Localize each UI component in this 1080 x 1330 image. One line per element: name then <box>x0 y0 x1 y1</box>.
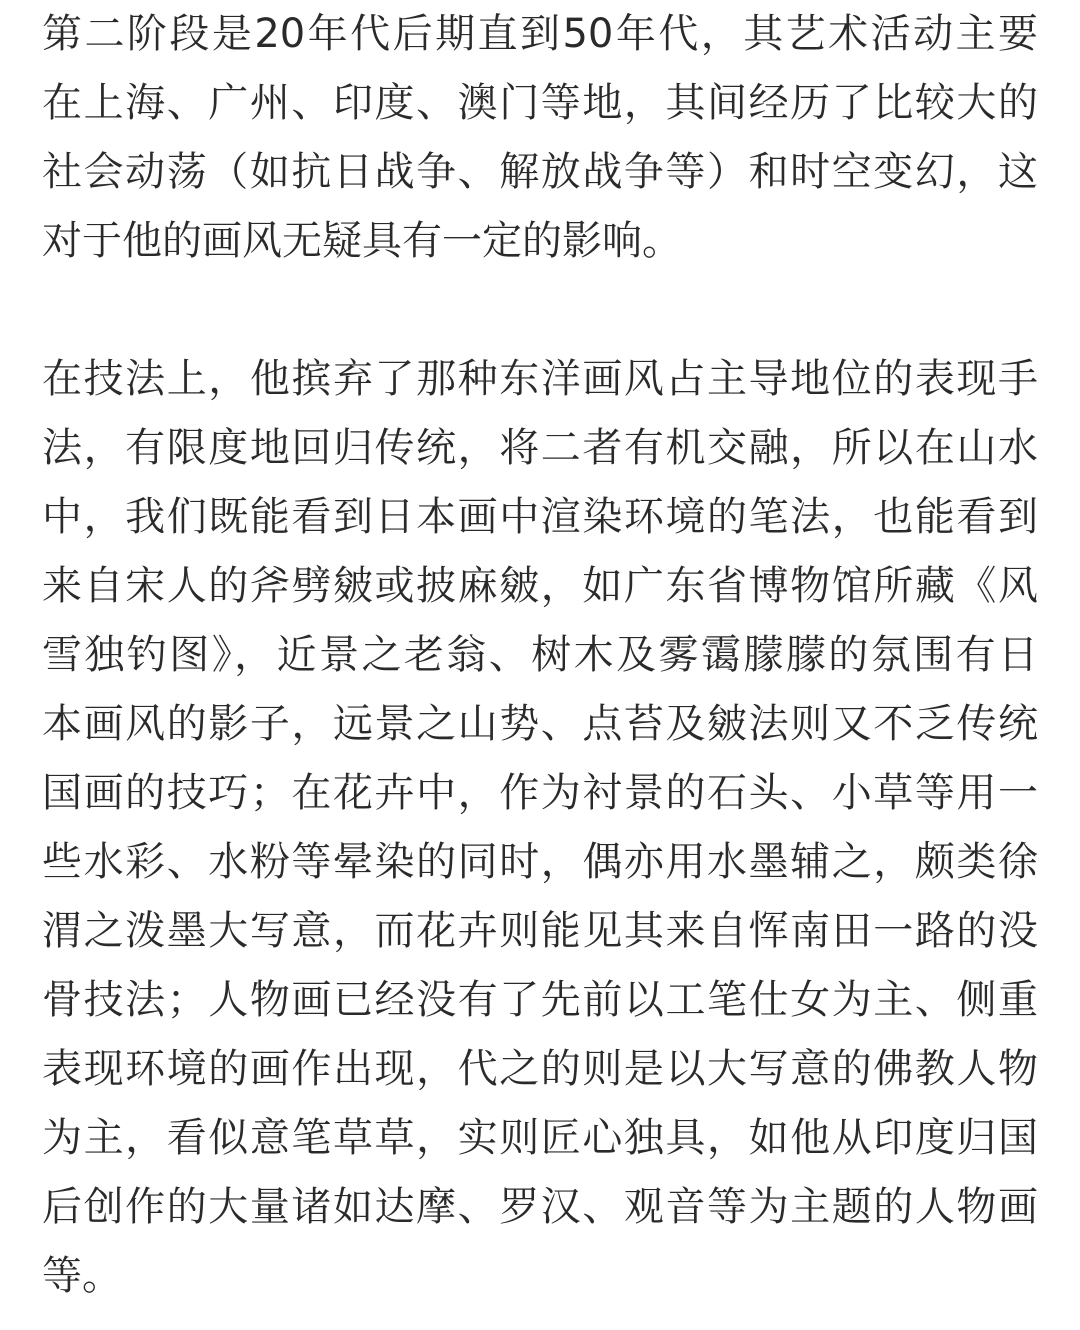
text-line: 社会动荡（如抗日战争、解放战争等）和时空变幻，这 <box>42 149 1038 195</box>
text-line: 中，我们既能看到日本画中渲染环境的笔法，也能看到 <box>42 494 1038 540</box>
text-line: 表现环境的画作出现，代之的则是以大写意的佛教人物 <box>42 1046 1038 1092</box>
paragraph-2 <box>42 345 1038 1311</box>
text-line: 些水彩、水粉等晕染的同时，偶亦用水墨辅之，颇类徐 <box>42 839 1038 885</box>
paragraph-spacer <box>42 276 1038 345</box>
text-line: 后创作的大量诸如达摩、罗汉、观音等为主题的人物画 <box>42 1184 1038 1230</box>
text-line: 来自宋人的斧劈皴或披麻皴，如广东省博物馆所藏《风 <box>42 563 1038 609</box>
text-line: 雪独钓图》，近景之老翁、树木及雾霭朦朦的氛围有日 <box>42 632 1038 678</box>
text-line: 为主，看似意笔草草，实则匠心独具，如他从印度归国 <box>42 1115 1038 1161</box>
text-line: 等。 <box>42 1253 122 1299</box>
text-line: 对于他的画风无疑具有一定的影响。 <box>42 218 682 264</box>
text-line: 渭之泼墨大写意，而花卉则能见其来自恽南田一路的没 <box>42 908 1038 954</box>
text-line: 在技法上，他摈弃了那种东洋画风占主导地位的表现手 <box>42 356 1038 402</box>
text-line: 骨技法；人物画已经没有了先前以工笔仕女为主、侧重 <box>42 977 1038 1023</box>
text-line: 第二阶段是20年代后期直到50年代，其艺术活动主要 <box>42 11 1038 57</box>
article-body <box>42 0 1038 1311</box>
text-line: 在上海、广州、印度、澳门等地，其间经历了比较大的 <box>42 80 1038 126</box>
text-line: 国画的技巧；在花卉中，作为衬景的石头、小草等用一 <box>42 770 1038 816</box>
paragraph-1 <box>42 0 1038 276</box>
text-line: 本画风的影子，远景之山势、点苔及皴法则又不乏传统 <box>42 701 1038 747</box>
text-line: 法，有限度地回归传统，将二者有机交融，所以在山水 <box>42 425 1038 471</box>
